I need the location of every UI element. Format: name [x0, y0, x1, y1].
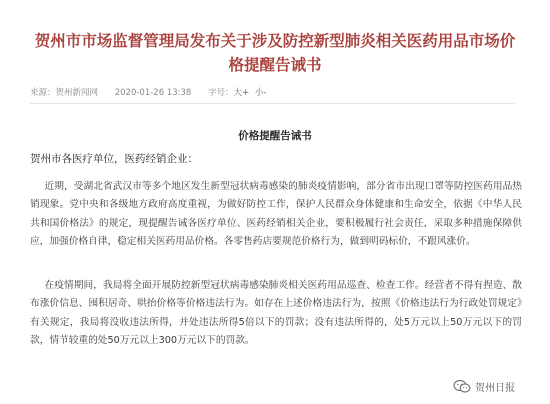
notice-paragraph-1: 近期，受湖北省武汉市等多个地区发生新型冠状病毒感染的肺炎疫情影响，部分省市出现口罩等防控医药用品热销现象。党中央和各级地方政府高度重视，为做好防控工作，保护人民群众身体健康和生命安全，依据《中华人民共和国价格法》的规定，现提醒告诫各医疗单位、医药经销相关企业，要积极履行社会责任，采取多种措施保障供应，加强价格自律，稳定相关医药用品价格。各零售药店要规范价格行为，做到明码标价，不跟风涨价。	[30, 181, 522, 248]
meta-divider	[30, 103, 515, 104]
watermark	[453, 379, 515, 394]
wechat-icon	[453, 379, 471, 394]
watermark-label: 贺州日报	[475, 383, 515, 394]
notice-paragraph-2: 在疫情期间，我局将全面开展防控新型冠状病毒感染肺炎相关医药用品巡查、检查工作。经营者不得有捏造、散布涨价信息、囤积居奇、哄抬价格等价格违法行为。如存在上述价格违法行为，按照《价格违法行为行政处罚规定》有关规定，我局将没收违法所得，并处违法所得5倍以下的罚款；没有违法所得的，处5万元以上50万元以下的罚款，情节较重的处50万元以上300万元以下的罚款。	[30, 280, 522, 347]
article-meta	[30, 86, 266, 98]
notice-salutation: 贺州市各医疗单位，医药经销企业：	[30, 153, 198, 165]
font-smaller-button[interactable]: 小-	[254, 88, 267, 98]
article-title: 贺州市市场监督管理局发布关于涉及防控新型肺炎相关医药用品市场价格提醒告诫书	[34, 32, 516, 74]
source-label: 来源：贺州新闻网	[30, 88, 99, 98]
font-larger-button[interactable]: 大+	[233, 88, 250, 98]
publish-date: 2020-01-26 13:38	[114, 88, 192, 98]
notice-heading: 价格提醒告诫书	[238, 130, 312, 142]
font-size-label: 字号：	[208, 88, 234, 98]
